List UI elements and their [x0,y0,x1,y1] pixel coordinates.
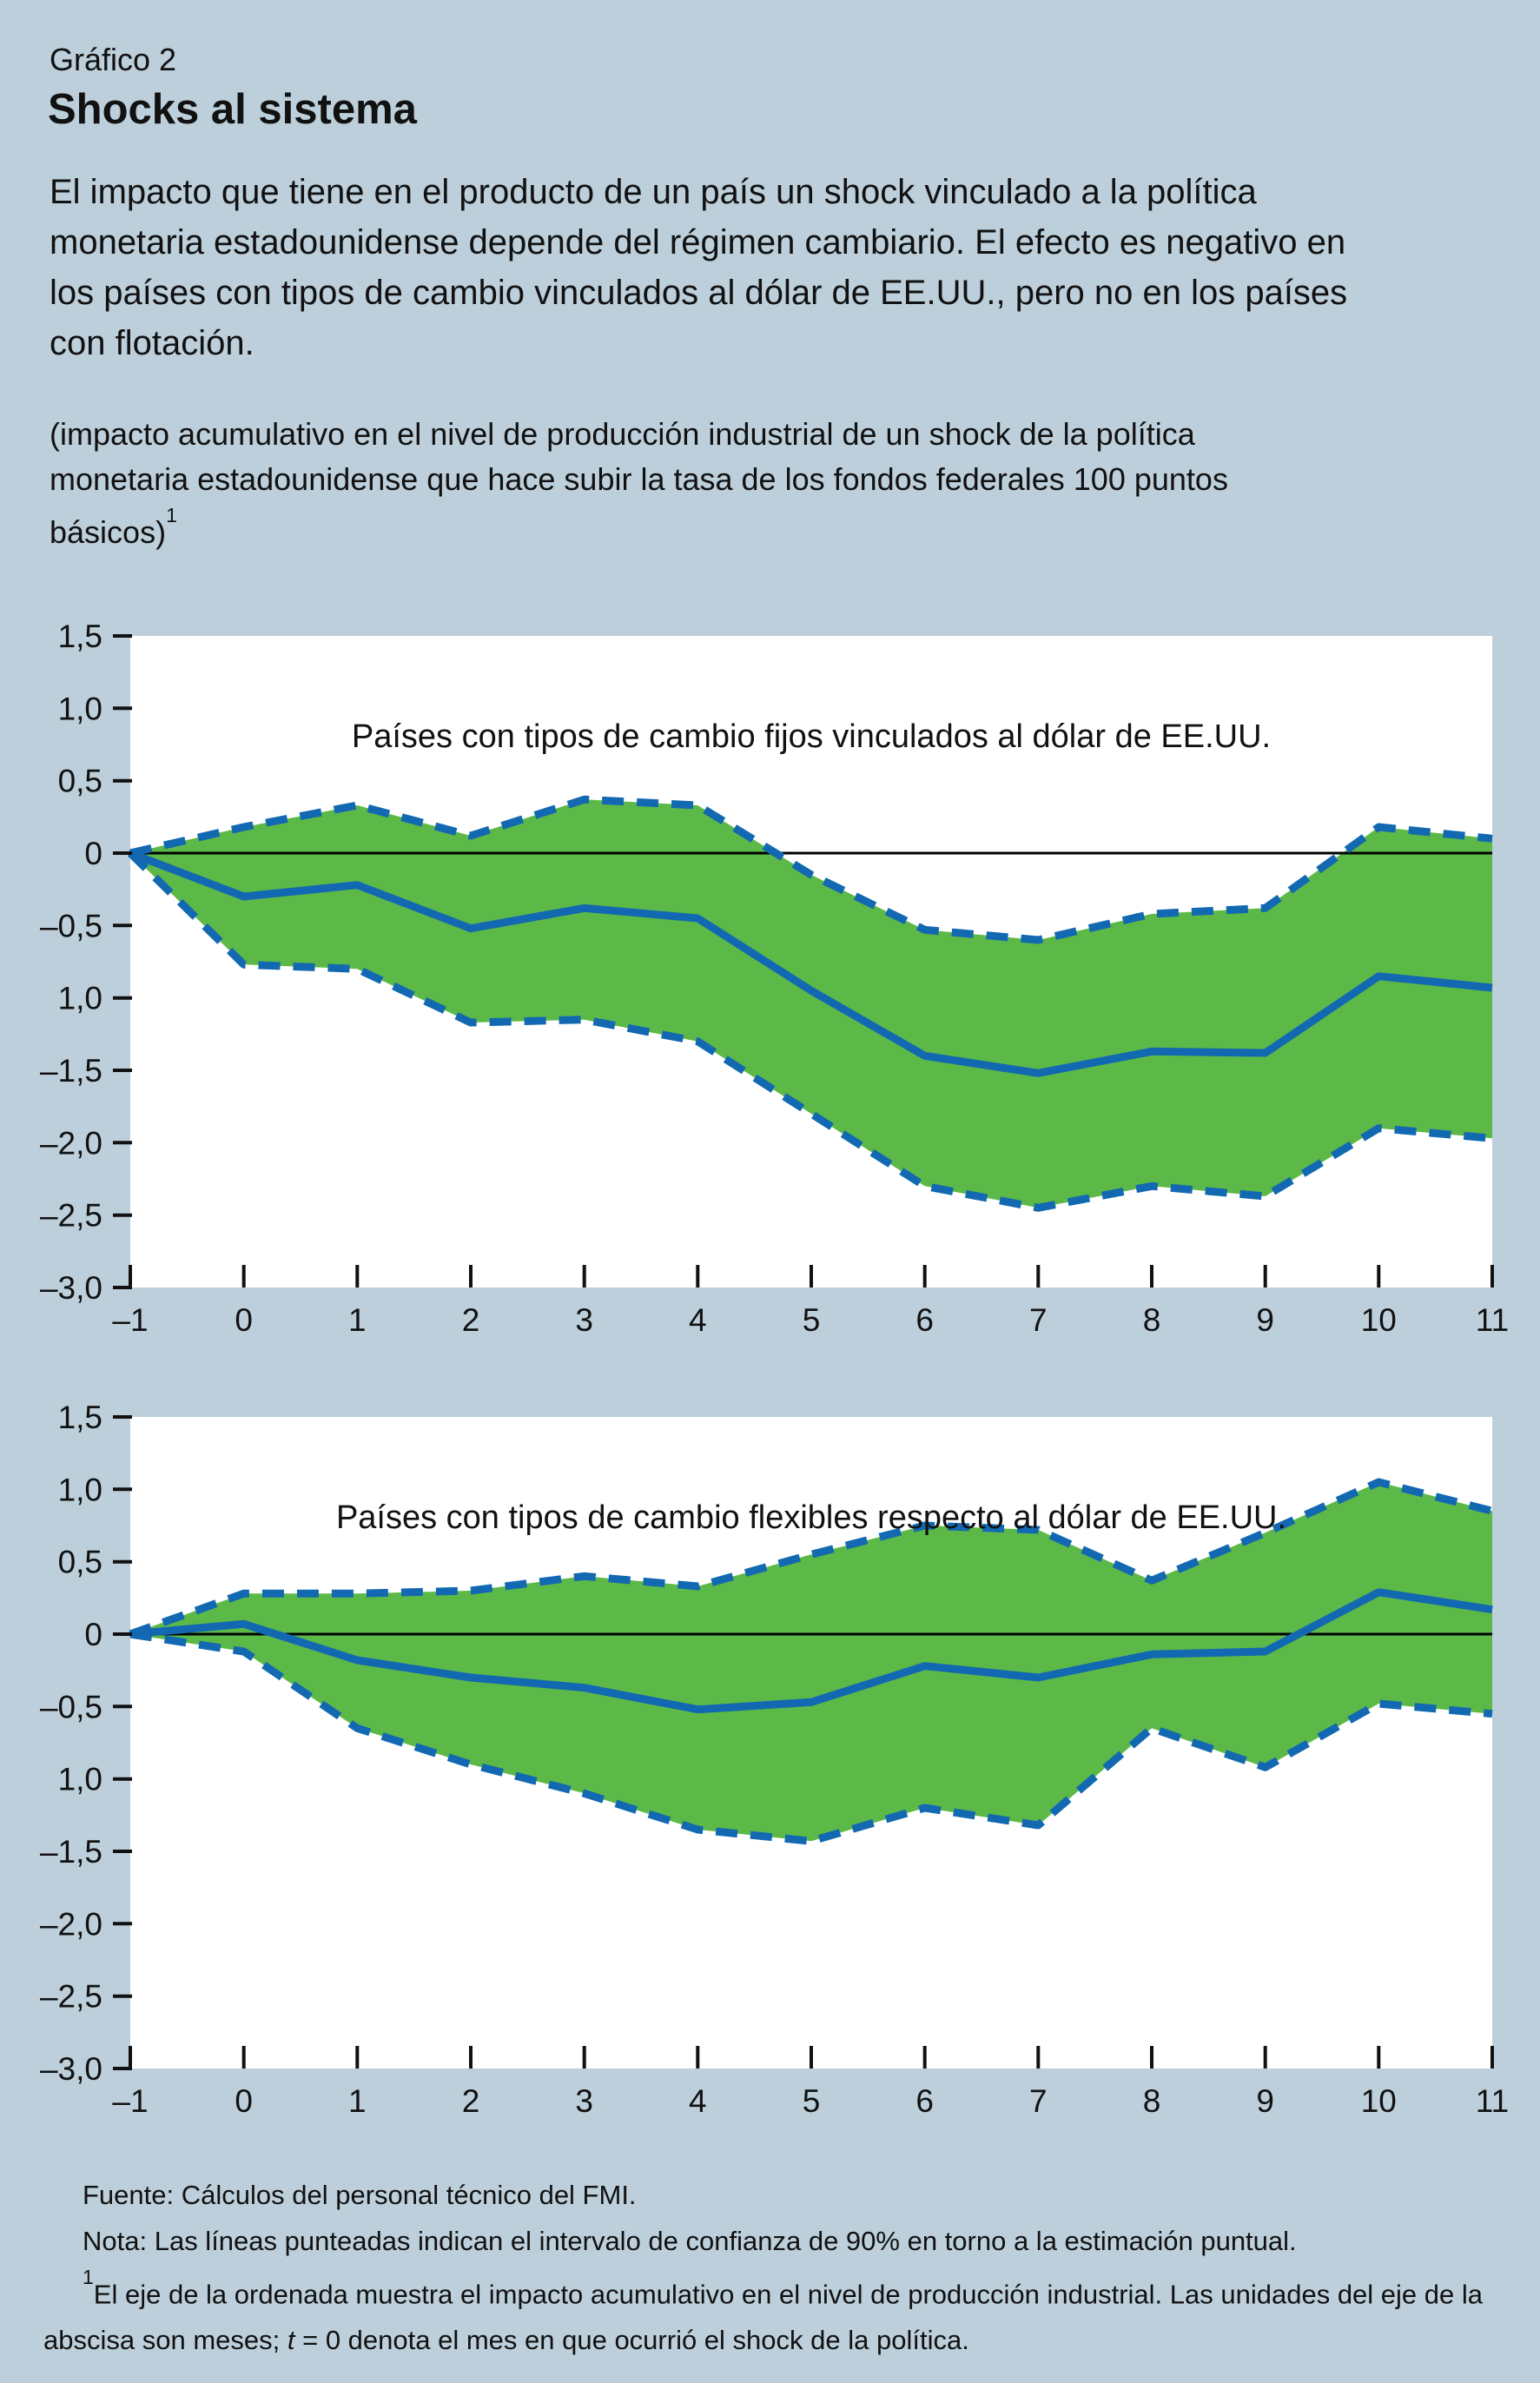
figure-footer [43,2172,1520,2363]
y-tick-label: –2,5 [39,1978,102,2015]
x-tick-label: 2 [461,2083,480,2119]
x-tick-label: 7 [1029,1302,1048,1338]
y-tick-label: –0,5 [39,1689,102,1725]
x-tick-label: 5 [802,1302,821,1338]
y-tick-label: 0 [84,836,102,871]
x-tick-label: –1 [112,2083,149,2119]
figure-title: Shocks al sistema [48,86,417,133]
y-tick-label: –0,5 [39,908,102,944]
figure-description [50,167,1347,368]
footnote-line-1: $^1$El eje de la ordenada muestra el impacto acumulativo en el nivel de producción industrial. Las unidades del eje de la [83,2266,1484,2310]
x-tick-label: 5 [802,2083,821,2119]
x-tick-label: 11 [1475,2083,1510,2119]
x-tick-label: 10 [1360,1302,1397,1338]
y-tick-label: –2,5 [39,1197,102,1234]
y-tick-label: 1,0 [57,1472,102,1508]
x-tick-label: 9 [1256,1302,1274,1338]
footnote-line-2: abscisa son meses; t = 0 denota el mes en que ocurrió el shock de la política. [43,2325,969,2356]
chart-title: Países con tipos de cambio fijos vinculados al dólar de EE.UU. [351,718,1272,755]
units-note-line: (impacto acumulativo en el nivel de producción industrial de un shock de la política [50,416,1195,452]
x-tick-label: 4 [689,1302,707,1338]
units-note-line: básicos)$^1$ [50,504,177,550]
footnote-marker: 1 [83,2266,94,2288]
y-tick-label: 1,0 [57,1761,102,1797]
y-tick-label: 1,0 [57,691,102,727]
x-tick-label: 8 [1142,2083,1161,2119]
y-tick-label: 0,5 [57,1544,102,1580]
chart-fixed-exchange-rates [0,617,1540,1381]
x-tick-label: 6 [915,1302,934,1338]
x-tick-label: 7 [1029,2083,1048,2119]
y-tick-label: –3,0 [39,2051,102,2087]
y-tick-label: 0 [84,1617,102,1652]
figure-units-note [50,412,1228,555]
x-tick-label: 0 [235,1302,253,1338]
y-tick-label: –2,0 [39,1125,102,1162]
x-tick-label: 10 [1360,2083,1397,2119]
x-tick-label: 0 [235,2083,253,2119]
variable-t: t [287,2325,295,2356]
y-tick-label: 1,5 [57,1400,102,1435]
y-tick-label: 1,5 [57,619,102,654]
x-tick-label: 11 [1475,1302,1510,1338]
x-tick-label: –1 [112,1302,149,1338]
x-tick-label: 4 [689,2083,707,2119]
units-note-line: monetaria estadounidense que hace subir la tasa de los fondos federales 100 puntos [50,461,1228,497]
description-line: monetaria estadounidense depende del régimen cambiario. El efecto es negativo en [50,223,1346,261]
x-tick-label: 8 [1142,1302,1161,1338]
x-tick-label: 1 [348,2083,367,2119]
x-tick-label: 6 [915,2083,934,2119]
x-tick-label: 1 [348,1302,367,1338]
chart-title: Países con tipos de cambio flexibles respecto al dólar de EE.UU. [335,1499,1287,1536]
x-tick-label: 3 [575,1302,593,1338]
y-tick-label: 1,0 [57,980,102,1016]
confidence-note: Nota: Las líneas punteadas indican el intervalo de confianza de 90% en torno a la estimación puntual. [83,2226,1297,2256]
x-tick-label: 2 [461,1302,480,1338]
source-note: Fuente: Cálculos del personal técnico del FMI. [83,2180,637,2210]
description-line: los países con tipos de cambio vinculados al dólar de EE.UU., pero no en los países [50,274,1348,312]
x-tick-label: 9 [1256,2083,1274,2119]
footnote-marker: 1 [166,504,177,526]
y-tick-label: 0,5 [57,763,102,799]
chart-flexible-exchange-rates [0,1399,1540,2146]
y-tick-label: –3,0 [39,1270,102,1306]
x-tick-label: 3 [575,2083,593,2119]
y-tick-label: –2,0 [39,1906,102,1943]
description-line: con flotación. [50,324,254,362]
figure-number: Gráfico 2 [50,42,177,77]
description-line: El impacto que tiene en el producto de un país un shock vinculado a la política [50,173,1257,211]
y-tick-label: –1,5 [39,1053,102,1089]
y-tick-label: –1,5 [39,1834,102,1870]
